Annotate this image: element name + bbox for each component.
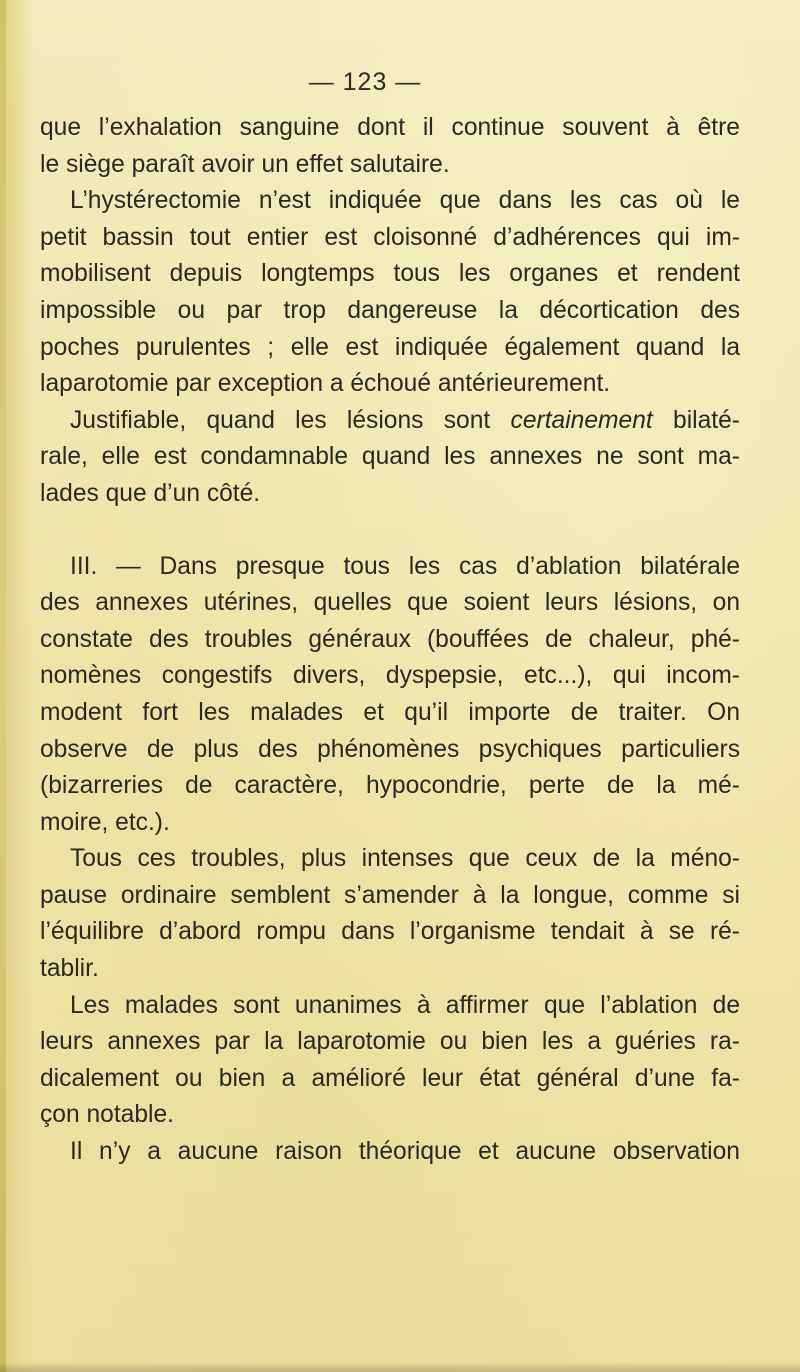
text-line: Les malades sont unanimes à affirmer que l’ablation de — [70, 991, 740, 1019]
paragraph-malades — [40, 988, 740, 1134]
paragraph-hysterectomy — [40, 183, 740, 403]
text-line: Tous ces troubles, plus intenses que ceux de la méno- — [70, 845, 740, 873]
paragraph-section-iii — [40, 549, 740, 842]
text-line: impossible ou par trop dangereuse la décortication des — [40, 296, 740, 324]
text-line: Il n’y a aucune raison théorique et aucune observation — [70, 1138, 740, 1166]
text-line: que l’exhalation sanguine dont il continue souvent à être — [40, 114, 740, 141]
page-bottom-edge — [0, 1362, 800, 1372]
text-line: moire, etc.). — [40, 808, 170, 836]
emphasis-text: certainement — [510, 406, 653, 434]
binding-edge — [0, 0, 6, 1372]
text-line: modent fort les malades et qu’il importe de traiter. On — [40, 698, 740, 726]
text-line: nomènes congestifs divers, dyspepsie, etc...), qui incom- — [40, 662, 740, 690]
body-text — [40, 110, 740, 1171]
text-line: petit bassin tout entier est cloisonné d’adhérences qui im- — [40, 223, 740, 251]
text-line: L’hystérectomie n’est indiquée que dans les cas où le — [70, 187, 740, 215]
text-line: lades que d’un côté. — [40, 479, 261, 507]
text-line: çon notable. — [40, 1101, 175, 1129]
text-line: laparotomie par exception a échoué antérieurement. — [40, 370, 611, 398]
text-line: des annexes utérines, quelles que soient leurs lésions, on — [40, 589, 740, 617]
text-line: poches purulentes ; elle est indiquée également quand la — [40, 333, 740, 361]
page-number: — 123 — — [308, 68, 422, 96]
paragraph-continuation — [40, 110, 740, 183]
paragraph-troubles — [40, 841, 740, 987]
paragraph-justifiable — [40, 403, 740, 513]
text-line: mobilisent depuis longtemps tous les organes et rendent — [40, 260, 740, 288]
paragraph-raison — [40, 1134, 740, 1171]
text-line: constate des troubles généraux (bouffées de chaleur, phé- — [40, 625, 740, 653]
text-line — [40, 403, 740, 440]
text-line: (bizarreries de caractère, hypocondrie, perte de la mé- — [40, 772, 740, 800]
text-line: l’équilibre d’abord rompu dans l’organisme tendait à se ré- — [40, 918, 740, 946]
text-fragment: Justifiable, quand les lésions sont — [70, 406, 511, 434]
text-fragment: bilaté- — [652, 406, 740, 434]
text-line: pause ordinaire semblent s’amender à la longue, comme si — [40, 881, 740, 909]
text-line: rale, elle est condamnable quand les annexes ne sont ma- — [40, 443, 740, 471]
text-line: le siège paraît avoir un effet salutaire. — [40, 150, 450, 178]
text-line: III. — Dans presque tous les cas d’ablation bilatérale — [70, 552, 740, 580]
text-line: observe de plus des phénomènes psychiques particuliers — [40, 735, 740, 763]
text-line: tablir. — [40, 955, 99, 983]
text-line: leurs annexes par la laparotomie ou bien les a guéries ra- — [40, 1028, 740, 1056]
text-line: dicalement ou bien a amélioré leur état général d’une fa- — [40, 1064, 740, 1092]
